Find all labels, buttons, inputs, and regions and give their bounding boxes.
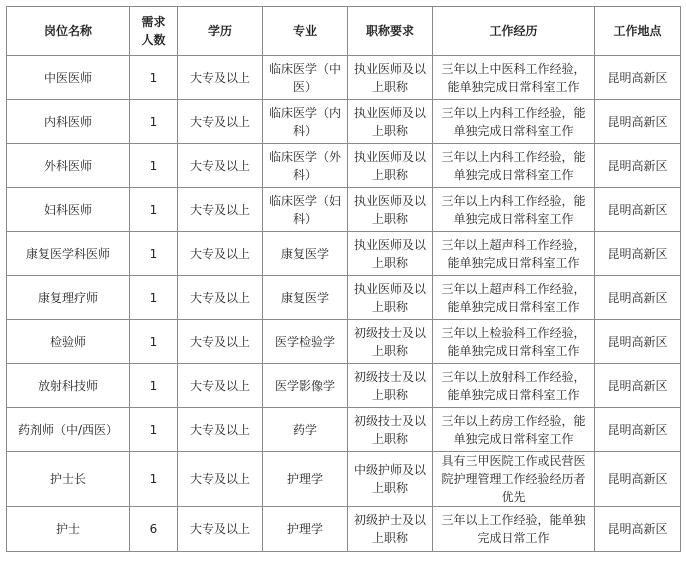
cell-position: 检验师 [7,320,130,364]
table-row [7,364,681,408]
header-count-line2: 人数 [141,33,166,47]
cell-position: 放射科技师 [7,364,130,408]
cell-count: 1 [130,144,178,188]
table-row [7,276,681,320]
cell-position: 护士 [7,507,130,552]
cell-experience: 具有三甲医院工作或民营医院护理管理工作经验经历者优先 [433,452,595,507]
cell-education: 大专及以上 [178,320,263,364]
header-location: 工作地点 [595,7,681,56]
header-position: 岗位名称 [7,7,130,56]
cell-count: 1 [130,56,178,100]
cell-major: 康复医学 [263,232,348,276]
cell-count: 1 [130,276,178,320]
table-row [7,144,681,188]
cell-position: 内科医师 [7,100,130,144]
cell-position: 中医医师 [7,56,130,100]
cell-experience: 三年以上内科工作经验，能单独完成日常科室工作 [433,188,595,232]
cell-major: 临床医学（妇科） [263,188,348,232]
cell-education: 大专及以上 [178,276,263,320]
table-row [7,408,681,452]
table-row [7,188,681,232]
cell-position: 妇科医师 [7,188,130,232]
cell-experience: 三年以上内科工作经验，能单独完成日常科室工作 [433,100,595,144]
cell-major: 护理学 [263,507,348,552]
cell-experience: 三年以上工作经验，能单独完成日常工作 [433,507,595,552]
cell-title-requirement: 初级技士及以上职称 [348,364,433,408]
cell-location: 昆明高新区 [595,232,681,276]
cell-title-requirement: 初级技士及以上职称 [348,408,433,452]
cell-count: 1 [130,320,178,364]
cell-experience: 三年以上检验科工作经验，能单独完成日常科室工作 [433,320,595,364]
cell-position: 康复医学科医师 [7,232,130,276]
cell-major: 康复医学 [263,276,348,320]
cell-experience: 三年以上中医科工作经验，能单独完成日常科室工作 [433,56,595,100]
table-row [7,507,681,552]
cell-location: 昆明高新区 [595,276,681,320]
cell-experience: 三年以上药房工作经验，能单独完成日常科室工作 [433,408,595,452]
cell-count: 1 [130,408,178,452]
cell-location: 昆明高新区 [595,452,681,507]
cell-count: 1 [130,100,178,144]
cell-education: 大专及以上 [178,408,263,452]
cell-count: 6 [130,507,178,552]
cell-major: 护理学 [263,452,348,507]
cell-location: 昆明高新区 [595,320,681,364]
cell-major: 医学检验学 [263,320,348,364]
cell-major: 临床医学（中医） [263,56,348,100]
cell-title-requirement: 执业医师及以上职称 [348,144,433,188]
header-major: 专业 [263,7,348,56]
table-row [7,56,681,100]
cell-major: 临床医学（内科） [263,100,348,144]
cell-education: 大专及以上 [178,188,263,232]
cell-title-requirement: 执业医师及以上职称 [348,100,433,144]
cell-position: 外科医师 [7,144,130,188]
header-title-requirement: 职称要求 [348,7,433,56]
header-count-line1: 需求 [141,15,166,29]
cell-experience: 三年以上超声科工作经验，能单独完成日常科室工作 [433,232,595,276]
cell-location: 昆明高新区 [595,100,681,144]
table-row [7,452,681,507]
cell-education: 大专及以上 [178,232,263,276]
cell-location: 昆明高新区 [595,56,681,100]
cell-title-requirement: 中级护师及以上职称 [348,452,433,507]
cell-position: 康复理疗师 [7,276,130,320]
header-count [130,7,178,56]
header-education: 学历 [178,7,263,56]
cell-position: 护士长 [7,452,130,507]
cell-location: 昆明高新区 [595,144,681,188]
cell-experience: 三年以上内科工作经验，能单独完成日常科室工作 [433,144,595,188]
cell-experience: 三年以上放射科工作经验，能单独完成日常科室工作 [433,364,595,408]
job-requirements-table [6,6,681,552]
table-row [7,100,681,144]
cell-major: 医学影像学 [263,364,348,408]
cell-count: 1 [130,232,178,276]
cell-title-requirement: 执业医师及以上职称 [348,188,433,232]
cell-education: 大专及以上 [178,56,263,100]
table-header-row [7,7,681,56]
cell-education: 大专及以上 [178,100,263,144]
cell-education: 大专及以上 [178,507,263,552]
cell-major: 临床医学（外科） [263,144,348,188]
cell-position: 药剂师（中/西医） [7,408,130,452]
header-experience: 工作经历 [433,7,595,56]
cell-education: 大专及以上 [178,452,263,507]
cell-location: 昆明高新区 [595,507,681,552]
cell-experience: 三年以上超声科工作经验，能单独完成日常科室工作 [433,276,595,320]
cell-count: 1 [130,364,178,408]
cell-count: 1 [130,188,178,232]
table-row [7,232,681,276]
cell-education: 大专及以上 [178,144,263,188]
cell-title-requirement: 初级技士及以上职称 [348,320,433,364]
cell-title-requirement: 执业医师及以上职称 [348,56,433,100]
table-row [7,320,681,364]
cell-education: 大专及以上 [178,364,263,408]
cell-title-requirement: 执业医师及以上职称 [348,232,433,276]
cell-location: 昆明高新区 [595,364,681,408]
cell-title-requirement: 执业医师及以上职称 [348,276,433,320]
cell-title-requirement: 初级护士及以上职称 [348,507,433,552]
cell-count: 1 [130,452,178,507]
cell-major: 药学 [263,408,348,452]
cell-location: 昆明高新区 [595,408,681,452]
cell-location: 昆明高新区 [595,188,681,232]
